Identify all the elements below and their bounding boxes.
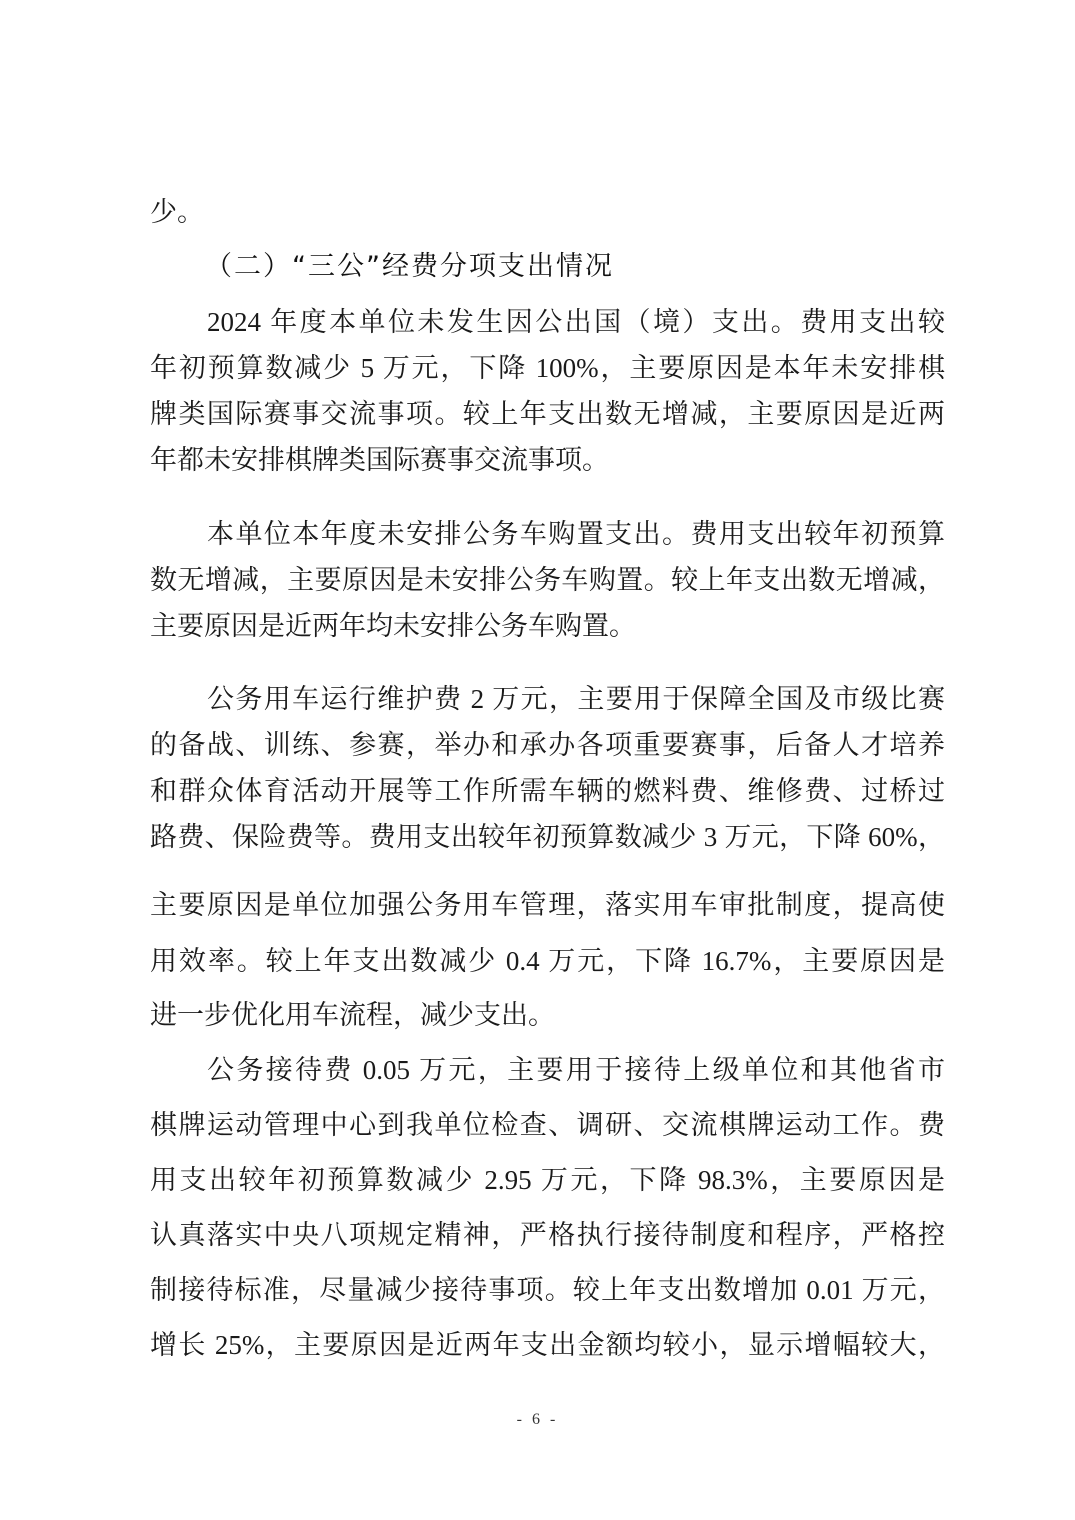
paragraph-line: 数无增减，主要原因是未安排公务车购置。较上年支出数无增减， xyxy=(150,565,945,595)
paragraph-line: 认真落实中央八项规定精神，严格执行接待制度和程序，严格控 xyxy=(150,1220,945,1250)
paragraph-line: 牌类国际赛事交流事项。较上年支出数无增减，主要原因是近两 xyxy=(150,399,945,429)
paragraph-line: 用效率。较上年支出数减少 0.4 万元，下降 16.7%，主要原因是 xyxy=(150,946,945,976)
paragraph-line: 本单位本年度未安排公务车购置支出。费用支出较年初预算 xyxy=(207,519,945,549)
page-number: - 6 - xyxy=(516,1411,559,1428)
section-heading: （二）“三公”经费分项支出情况 xyxy=(205,251,614,282)
continuation-line: 少。 xyxy=(150,197,204,227)
paragraph-line: 的备战、训练、参赛，举办和承办各项重要赛事，后备人才培养 xyxy=(150,730,945,760)
paragraph-line: 年初预算数减少 5 万元，下降 100%，主要原因是本年未安排棋 xyxy=(150,353,945,383)
paragraph-line: 主要原因是单位加强公务用车管理，落实用车审批制度，提高使 xyxy=(150,890,945,920)
paragraph-line: 进一步优化用车流程，减少支出。 xyxy=(150,1000,555,1030)
paragraph-line: 用支出较年初预算数减少 2.95 万元，下降 98.3%，主要原因是 xyxy=(150,1165,945,1195)
paragraph-line: 和群众体育活动开展等工作所需车辆的燃料费、维修费、过桥过 xyxy=(150,776,945,806)
paragraph-line: 公务用车运行维护费 2 万元，主要用于保障全国及市级比赛 xyxy=(207,684,945,714)
paragraph-line: 年都未安排棋牌类国际赛事交流事项。 xyxy=(150,445,609,475)
paragraph-line: 公务接待费 0.05 万元，主要用于接待上级单位和其他省市 xyxy=(207,1055,945,1085)
paragraph-line: 制接待标准，尽量减少接待事项。较上年支出数增加 0.01 万元， xyxy=(150,1275,945,1305)
paragraph-line: 棋牌运动管理中心到我单位检查、调研、交流棋牌运动工作。费 xyxy=(150,1110,945,1140)
paragraph-line: 增长 25%，主要原因是近两年支出金额均较小，显示增幅较大， xyxy=(150,1330,945,1360)
paragraph-line: 路费、保险费等。费用支出较年初预算数减少 3 万元，下降 60%， xyxy=(150,822,945,852)
paragraph-line: 2024 年度本单位未发生因公出国（境）支出。费用支出较 xyxy=(207,307,945,337)
paragraph-line: 主要原因是近两年均未安排公务车购置。 xyxy=(150,611,636,641)
